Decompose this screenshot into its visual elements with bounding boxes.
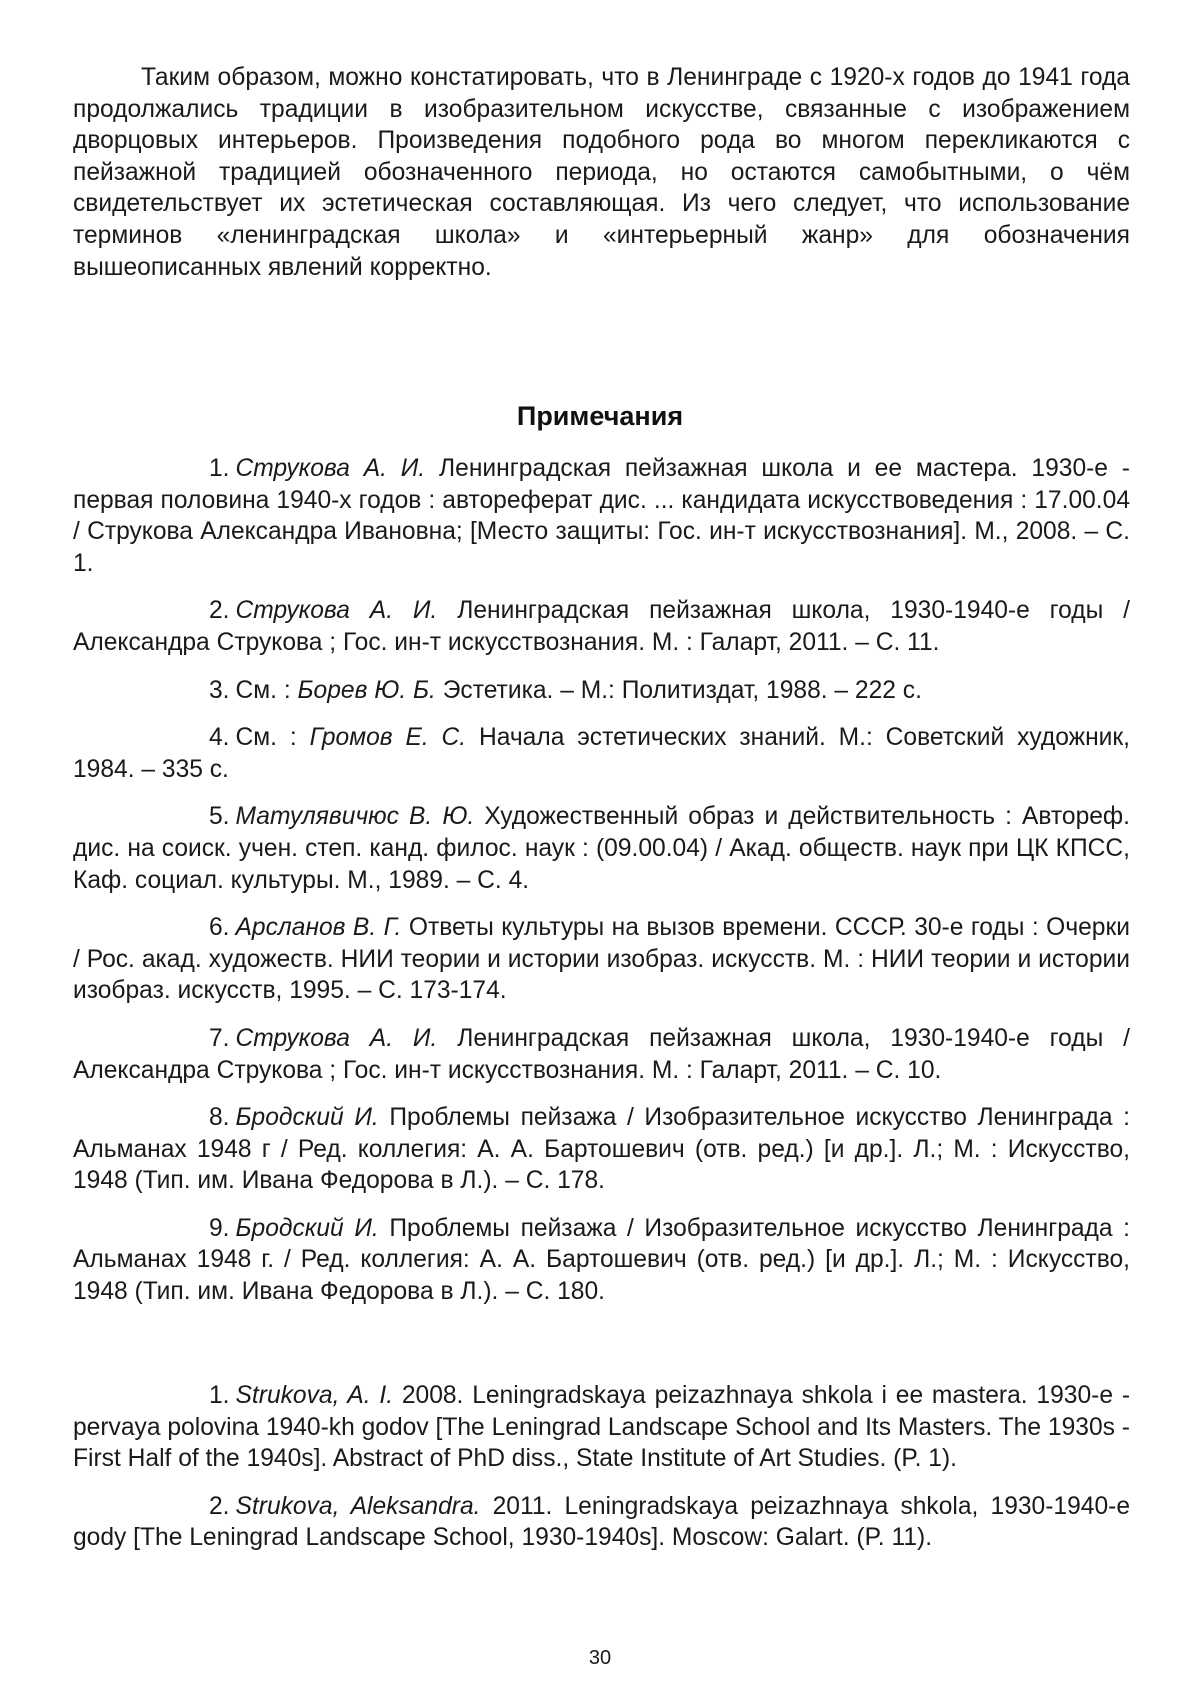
note-item: 7. Струкова А. И. Ленинградская пейзажная школа, 1930-1940-е годы / Александра Струкова ; Гос. ин-т искусствознания. М. : Галарт, 2011. – С. 10.: [73, 1024, 1130, 1084]
note-item: 4. См. : Громов Е. С. Начала эстетических знаний. М.: Советский художник, 1984. – 335 с.: [73, 724, 1130, 783]
note-author: Бродский И.: [235, 1214, 379, 1242]
notes-heading: Примечания: [516, 401, 684, 431]
note-item: 9. Бродский И. Проблемы пейзажа / Изобразительное искусство Ленинграда : Альманах 1948 г. / Ред. коллегия: А. А. Бартошевич (отв. ред.) [и др.]. Л.; М. : Искусство, 1948 (Тип. им. Ивана Федорова в Л.). – С. 180.: [73, 1214, 1130, 1306]
intro-paragraph: Таким образом, можно констатировать, что в Ленинграде с 1920-х годов до 1941 года продолжались традиции в изобразительном искусстве, связанные с изображением дворцовых интерьеров. Произведения подобного рода во многом перекликаются с пейзажной традицией обозначенного периода, но остаются самобытными, о чём свидетельствует их эстетическая составляющая. Из чего следует, что использование терминов «ленинградская школа» и «интерьерный жанр» для обозначения вышеописанных явлений корректно.: [73, 64, 1130, 281]
note-author: Громов Е. С.: [309, 724, 467, 752]
references-list: [73, 1380, 1130, 1570]
note-item: 3. См. : Борев Ю. Б. Эстетика. – М.: Политиздат, 1988. – 222 с.: [209, 676, 922, 704]
page-number: 30: [588, 1647, 612, 1669]
note-author: Струкова А. И.: [235, 597, 438, 625]
note-item: 6. Арсланов В. Г. Ответы культуры на вызов времени. СССР. 30-е годы : Очерки / Рос. акад. художеств. НИИ теории и истории изобраз. искусств. М. : НИИ теории и истории изобраз. искусств, 1995. – С. 173-174.: [73, 914, 1130, 1005]
reference-item: 2. Strukova, Aleksandra. 2011. Leningradskaya peizazhnaya shkola, 1930-1940-e gody [The Leningrad Landscape School, 1930-1940s]. Moscow: Galart. (P. 11).: [73, 1492, 1130, 1552]
reference-author: Strukova, A. I.: [235, 1382, 394, 1409]
reference-author: Strukova, Aleksandra.: [235, 1492, 481, 1520]
intro-section: [73, 62, 1130, 283]
note-item: 1. Струкова А. И. Ленинградская пейзажная школа и ее мастера. 1930-е - первая половина 1940-х годов : автореферат дис. ... кандидата искусствоведения : 17.00.04 / Струкова Александра Ивановна; [Место защиты: Гос. ин-т искусствознания]. М., 2008. – С. 1.: [73, 455, 1130, 577]
note-author: Струкова А. И.: [235, 455, 426, 482]
note-item: 8. Бродский И. Проблемы пейзажа / Изобразительное искусство Ленинграда : Альманах 1948 г / Ред. коллегия: А. А. Бартошевич (отв. ред.) [и др.]. Л.; М. : Искусство, 1948 (Тип. им. Ивана Федорова в Л.). – С. 178.: [73, 1104, 1130, 1195]
reference-item: 1. Strukova, A. I. 2008. Leningradskaya peizazhnaya shkola i ee mastera. 1930-e - pervaya polovina 1940-kh godov [The Leningrad Landscape School and Its Masters. The 1930s - First Half of the 1940s]. Abstract of PhD diss., State Institute of Art Studies. (P. 1).: [73, 1382, 1131, 1473]
note-item: 2. Струкова А. И. Ленинградская пейзажная школа, 1930-1940-е годы / Александра Струкова ; Гос. ин-т искусствознания. М. : Галарт, 2011. – С. 11.: [73, 597, 1130, 656]
note-author: Бродский И.: [235, 1104, 379, 1132]
notes-list: [73, 453, 1130, 1324]
note-author: Струкова А. И.: [235, 1024, 438, 1052]
note-author: Арсланов В. Г.: [235, 914, 402, 942]
note-author: Борев Ю. Б.: [297, 676, 436, 704]
note-item: 5. Матулявичюс В. Ю. Художественный образ и действительность : Автореф. дис. на соиск. учен. степ. канд. филос. наук : (09.00.04) / Акад. обществ. наук при ЦК КПСС, Каф. социал. культуры. М., 1989. – С. 4.: [73, 803, 1130, 894]
note-author: Матулявичюс В. Ю.: [235, 803, 475, 831]
